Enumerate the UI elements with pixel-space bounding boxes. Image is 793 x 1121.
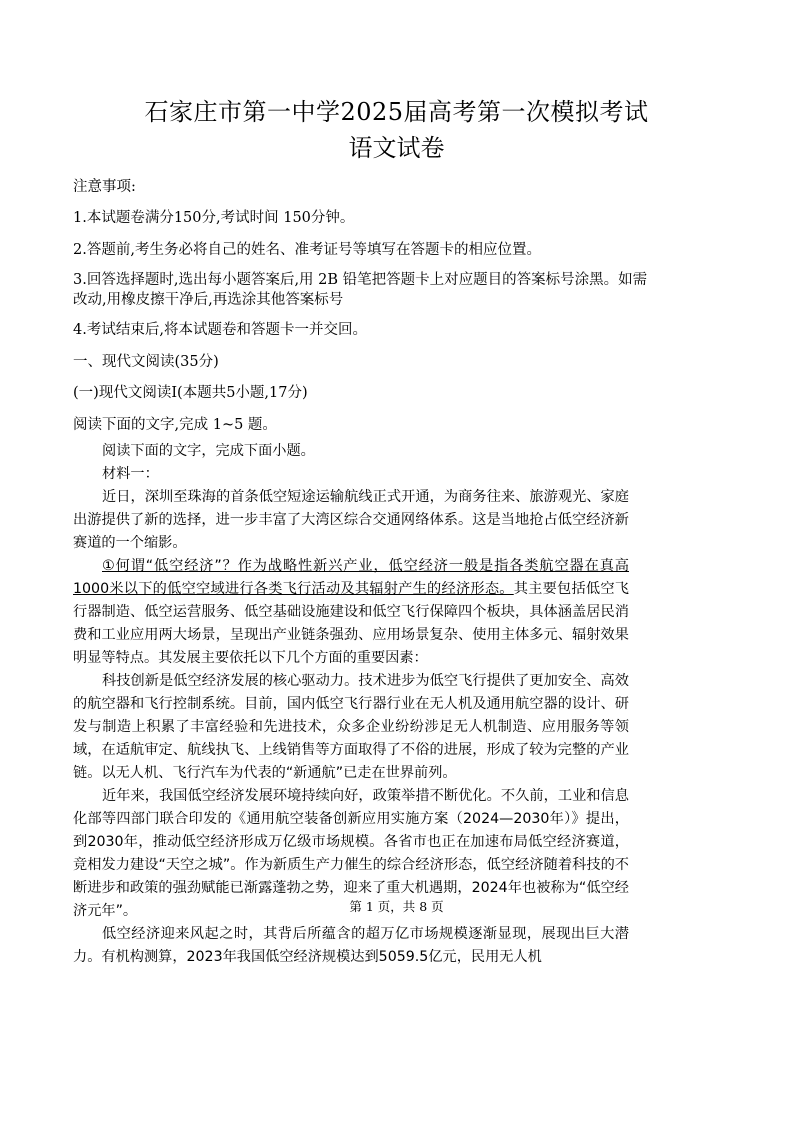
page-number: 第 1 页，共 8 页: [349, 899, 444, 914]
passage-intro: 阅读下面的文字，完成下面小题。: [102, 443, 315, 459]
underlined-definition: ①何谓“低空经济”？作为战略性新兴产业，低空经济一般是指各类航空器在真高1000米以下的低空空域进行各类飞行活动及其辐射产生的经济形态。: [73, 558, 629, 597]
notice-heading: 注意事项:: [73, 179, 136, 195]
notice-item-4: 4.考试结束后,将本试题卷和答题卡一并交回。: [73, 322, 367, 338]
reading-passage: [73, 440, 629, 969]
passage-paragraph-3: 科技创新是低空经济发展的核心驱动力。技术进步为低空飞行提供了更加安全、高效的航空器和飞行控制系统。目前，国内低空飞行器行业在无人机及通用航空器的设计、研发与制造上积累了丰富经验和先进技术，众多企业纷纷涉足无人机制造、应用服务等领域，在适航审定、航线执飞、上线销售等方面取得了不俗的进展，形成了较为完整的产业链。以无人机、飞行汽车为代表的“新通航”已走在世界前列。: [73, 673, 629, 781]
notice-item-2: 2.答题前,考生务必将自己的姓名、准考证号等填写在答题卡的相应位置。: [73, 242, 541, 258]
section-instruction: 阅读下面的文字,完成 1~5 题。: [73, 417, 277, 433]
passage-paragraph-2: [73, 555, 629, 670]
exam-title: 石家庄市第一中学2025届高考第一次模拟考试: [144, 98, 649, 126]
section-subheading: (一)现代文阅读I(本题共5小题,17分): [73, 385, 308, 401]
paragraph-2-rest: 其主要包括低空飞行器制造、低空运营服务、低空基础设施建设和低空飞行保障四个板块，具体涵盖居民消费和工业应用两大场景，呈现出产业链条强劲、应用场景复杂、使用主体多元、辐射效果明显等特点。其发展主要依托以下几个方面的重要因素：: [73, 581, 629, 666]
passage-paragraph-4: 近年来，我国低空经济发展环境持续向好，政策举措不断优化。不久前，工业和信息化部等四部门联合印发的《通用航空装备创新应用实施方案（2024—2030年）》提出，到2030年，推动低空经济形成万亿级市场规模。各省市也正在加速布局低空经济赛道，竞相发力建设“天空之城”。作为新质生产力催生的综合经济形态，低空经济随着科技的不断进步和政策的强劲赋能已渐露蓬勃之势，迎来了重大机遇期，2024年也被称为“低空经济元年”。: [73, 788, 629, 919]
notice-item-3-cont: 改动,用橡皮擦干净后,再选涂其他答案标号: [73, 292, 344, 308]
section-heading: 一、现代文阅读(35分): [73, 354, 219, 370]
notice-item-3: 3.回答选择题时,选出每小题答案后,用 2B 铅笔把答题卡上对应题目的答案标号涂黑。如需: [73, 272, 648, 288]
notice-item-1: 1.本试题卷满分150分,考试时间 150分钟。: [73, 210, 355, 226]
material-label: 材料一：: [102, 466, 159, 482]
passage-paragraph-5: 低空经济迎来风起之时，其背后所蕴含的超万亿市场规模逐渐显现，展现出巨大潜力。有机构测算，2023年我国低空经济规模达到5059.5亿元，民用无人机: [73, 926, 629, 965]
passage-paragraph-1: 近日，深圳至珠海的首条低空短途运输航线正式开通，为商务往来、旅游观光、家庭出游提供了新的选择，进一步丰富了大湾区综合交通网络体系。这是当地抢占低空经济新赛道的一个缩影。: [73, 489, 629, 551]
exam-subtitle: 语文试卷: [348, 134, 445, 162]
